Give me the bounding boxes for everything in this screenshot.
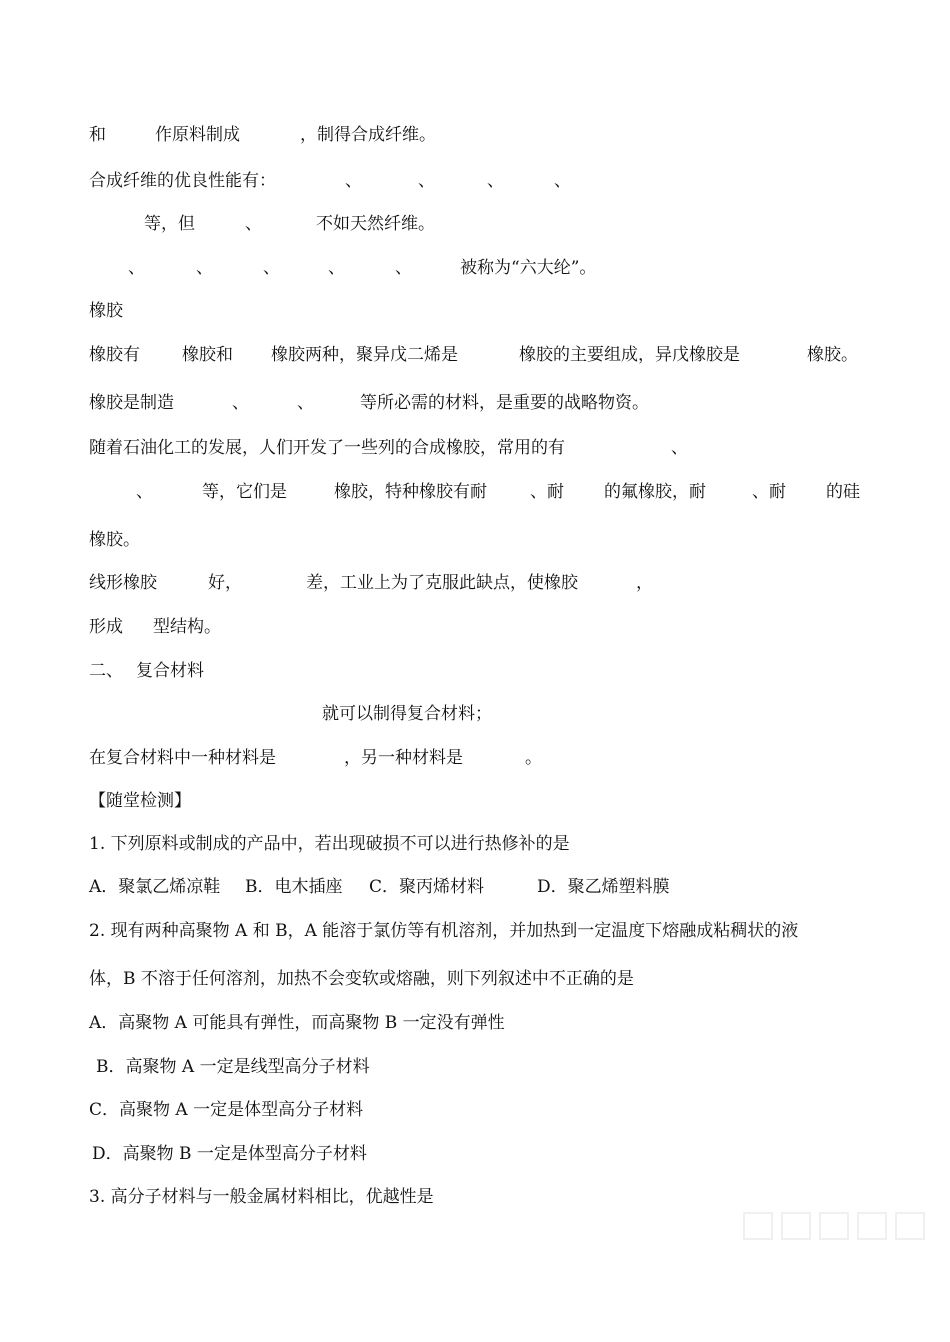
text-run: 作原料制成: [155, 125, 240, 145]
section-heading: [0, 656, 950, 686]
text-run: 、: [263, 258, 280, 278]
text-run: 的硅: [826, 482, 860, 502]
option-a: [0, 1008, 950, 1038]
text-line: [0, 340, 950, 370]
text-run: 随着石油化工的发展，人们开发了一些列的合成橡胶，常用的有: [89, 438, 565, 458]
text-run: 橡胶和: [182, 345, 233, 365]
text-run: 、: [328, 258, 345, 278]
text-run: 好，: [208, 573, 242, 593]
text-run: B．高聚物 A 一定是线型高分子材料: [96, 1057, 370, 1077]
text-run: 和: [89, 125, 106, 145]
text-run: 被称为“六大纶”。: [460, 258, 597, 278]
text-run: 差，工业上为了克服此缺点，使橡胶: [306, 573, 578, 593]
option-d: [0, 1139, 950, 1169]
text-run: 等所必需的材料，是重要的战略物资。: [360, 393, 649, 413]
text-run: 橡胶有: [89, 345, 140, 365]
text-run: 线形橡胶: [89, 573, 157, 593]
section-heading: [0, 786, 950, 816]
text-run: 不如天然纤维。: [316, 214, 435, 234]
text-line: [0, 433, 950, 463]
text-run: 、耐: [530, 482, 564, 502]
text-run: ，制得合成纤维。: [300, 125, 436, 145]
text-line: [0, 388, 950, 418]
text-run: 、: [395, 258, 412, 278]
text-run: 、: [136, 482, 153, 502]
text-line: [0, 525, 950, 555]
text-run: 复合材料: [136, 661, 204, 681]
text-run: 、: [345, 171, 362, 191]
text-run: 形成: [89, 617, 123, 637]
text-run: 橡胶。: [89, 530, 140, 550]
text-line: [0, 477, 950, 507]
text-run: C．高聚物 A 一定是体型高分子材料: [89, 1100, 364, 1120]
text-run: 3. 高分子材料与一般金属材料相比，优越性是: [89, 1187, 434, 1207]
text-run: 的氟橡胶，耐: [604, 482, 706, 502]
text-run: ，: [636, 573, 653, 593]
text-run: 、: [487, 171, 504, 191]
text-run: 1. 下列原料或制成的产品中，若出现破损不可以进行热修补的是: [89, 834, 570, 854]
text-run: 、: [418, 171, 435, 191]
option-d: D．聚乙烯塑料膜: [537, 877, 670, 897]
text-run: 体，B 不溶于任何溶剂，加热不会变软或熔融，则下列叙述中不正确的是: [89, 969, 634, 989]
text-run: 2. 现有两种高聚物 A 和 B，A 能溶于氯仿等有机溶剂，并加热到一定温度下熔融成粘稠状的液: [89, 921, 799, 941]
text-run: 。: [525, 748, 542, 768]
text-run: 就可以制得复合材料；: [322, 704, 492, 724]
watermark-graphic: [742, 1205, 942, 1245]
text-run: 、: [245, 214, 262, 234]
question-1-options: [0, 872, 950, 902]
option-a: A．聚氯乙烯凉鞋: [89, 877, 221, 897]
question-1: [0, 829, 950, 859]
text-run: 在复合材料中一种材料是: [89, 748, 276, 768]
text-line: [0, 120, 950, 150]
text-run: 【随堂检测】: [89, 791, 191, 811]
text-line: [0, 253, 950, 283]
watermark-logo: [742, 1205, 942, 1245]
text-line: [0, 209, 950, 239]
question-2-cont: [0, 964, 950, 994]
text-run: A．高聚物 A 可能具有弹性，而高聚物 B 一定没有弹性: [89, 1013, 505, 1033]
question-2: [0, 916, 950, 946]
text-line: [0, 166, 950, 196]
text-run: 橡胶的主要组成，异戊橡胶是: [519, 345, 740, 365]
text-line: [0, 699, 950, 729]
text-run: 橡胶: [89, 301, 123, 321]
text-run: 橡胶是制造: [89, 393, 174, 413]
text-run: 、耐: [752, 482, 786, 502]
option-b: B．电木插座: [245, 877, 343, 897]
option-c: [0, 1095, 950, 1125]
text-run: 等，但: [144, 214, 195, 234]
option-c: C．聚丙烯材料: [369, 877, 485, 897]
text-run: 、: [232, 393, 249, 413]
text-line: [0, 568, 950, 598]
text-run: 橡胶。: [807, 345, 858, 365]
text-run: 等，它们是: [202, 482, 287, 502]
text-run: 橡胶两种，聚异戊二烯是: [271, 345, 458, 365]
text-run: 二、: [89, 661, 123, 681]
text-run: 、: [128, 258, 145, 278]
text-run: 、: [554, 171, 571, 191]
text-run: 、: [196, 258, 213, 278]
text-line: [0, 743, 950, 773]
text-line: [0, 612, 950, 642]
text-run: 、: [671, 438, 688, 458]
text-run: 橡胶，特种橡胶有耐: [334, 482, 487, 502]
text-run: ，另一种材料是: [344, 748, 463, 768]
section-heading: [0, 296, 950, 326]
text-run: 合成纤维的优良性能有：: [89, 171, 276, 191]
option-b: [0, 1052, 950, 1082]
text-run: 、: [297, 393, 314, 413]
text-run: 型结构。: [153, 617, 221, 637]
text-run: D．高聚物 B 一定是体型高分子材料: [92, 1144, 367, 1164]
